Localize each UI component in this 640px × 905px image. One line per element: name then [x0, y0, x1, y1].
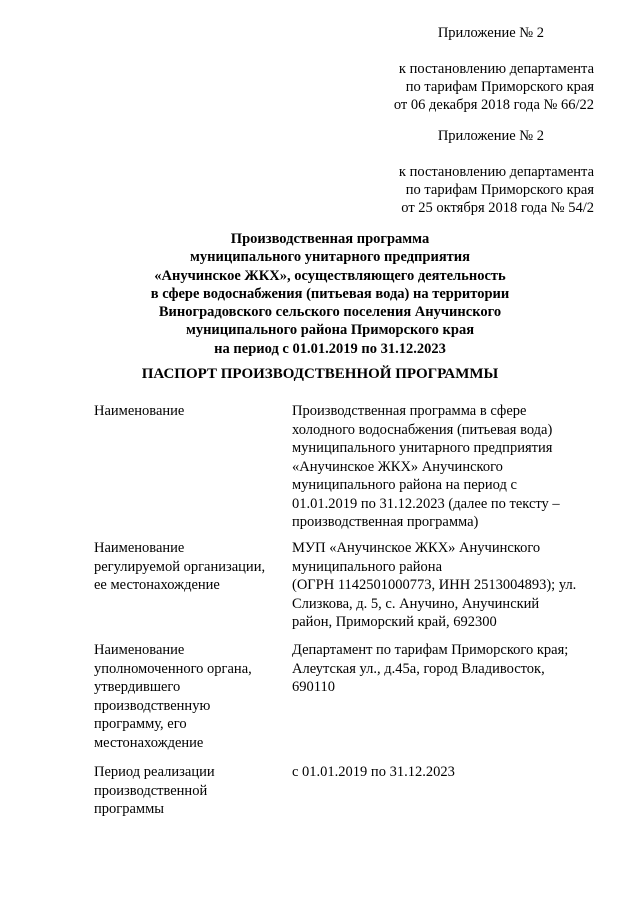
label-line: Наименование — [94, 540, 185, 556]
row-value — [292, 402, 592, 532]
value-line: Слизкова, д. 5, с. Анучино, Анучинский — [292, 595, 540, 612]
title-line: в сфере водоснабжения (питьевая вода) на территории — [150, 285, 510, 302]
title-line: Виноградовского сельского поселения Анучинского — [158, 304, 502, 321]
value-line: Алеутская ул., д.45а, город Владивосток, — [292, 660, 545, 677]
label-line: программы — [94, 801, 164, 817]
label-line: ее местонахождение — [94, 577, 220, 593]
value-line: «Анучинское ЖКХ» Анучинского — [292, 458, 503, 475]
value-line: производственная программа) — [292, 514, 479, 530]
row-value — [292, 763, 592, 782]
label-line: Наименование — [94, 403, 185, 419]
title-line: муниципального унитарного предприятия — [190, 249, 470, 266]
value-line: муниципального района на период с — [292, 477, 517, 493]
row-label — [94, 539, 284, 595]
row-label — [94, 402, 284, 421]
annex-block-1 — [330, 24, 594, 114]
annex-heading: Приложение № 2 — [437, 128, 544, 144]
label-line: Период реализации — [94, 764, 215, 780]
row-label — [94, 641, 284, 752]
label-line: регулируемой организации, — [94, 558, 266, 575]
label-line: уполномоченного органа, — [94, 660, 252, 677]
label-line: производственную — [94, 697, 211, 714]
annex-line: к постановлению департамента — [398, 61, 594, 77]
title-line: «Анучинское ЖКХ», осуществляющего деятельность — [154, 267, 506, 284]
label-line: утвердившего — [94, 679, 181, 695]
annex-line: от 25 октября 2018 года № 54/2 — [401, 200, 594, 216]
value-line: Департамент по тарифам Приморского края; — [292, 642, 569, 658]
title-line: муниципального района Приморского края — [185, 322, 475, 339]
value-line: (ОГРН 1142501000773, ИНН 2513004893); ул. — [292, 577, 577, 593]
value-line: муниципального района — [292, 558, 442, 575]
value-line: с 01.01.2019 по 31.12.2023 — [292, 764, 455, 780]
annex-line: по тарифам Приморского края — [405, 79, 594, 95]
label-line: Наименование — [94, 642, 185, 658]
value-line: холодного водоснабжения (питьевая вода) — [292, 421, 553, 438]
title-line: на период с 01.01.2019 по 31.12.2023 — [214, 340, 446, 357]
label-line: местонахождение — [94, 734, 204, 751]
title-line: Производственная программа — [230, 231, 430, 247]
passport-heading: ПАСПОРТ ПРОИЗВОДСТВЕННОЙ ПРОГРАММЫ — [141, 366, 499, 382]
value-line: Производственная программа в сфере — [292, 403, 527, 419]
annex-line: по тарифам Приморского края — [405, 182, 594, 198]
row-value — [292, 641, 592, 697]
value-line: муниципального унитарного предприятия — [292, 440, 553, 456]
label-line: производственной — [94, 782, 208, 799]
value-line: район, Приморский край, 692300 — [292, 614, 497, 630]
annex-block-2 — [330, 127, 594, 217]
annex-line: к постановлению департамента — [398, 164, 594, 180]
row-value — [292, 539, 592, 632]
value-line: 01.01.2019 по 31.12.2023 (далее по тексту – — [292, 495, 560, 512]
annex-heading: Приложение № 2 — [437, 25, 544, 41]
value-line: МУП «Анучинское ЖКХ» Анучинского — [292, 540, 541, 556]
value-line: 690110 — [292, 679, 335, 695]
row-label — [94, 763, 284, 819]
annex-line: от 06 декабря 2018 года № 66/22 — [393, 97, 594, 113]
program-title — [110, 230, 550, 358]
label-line: программу, его — [94, 716, 187, 732]
